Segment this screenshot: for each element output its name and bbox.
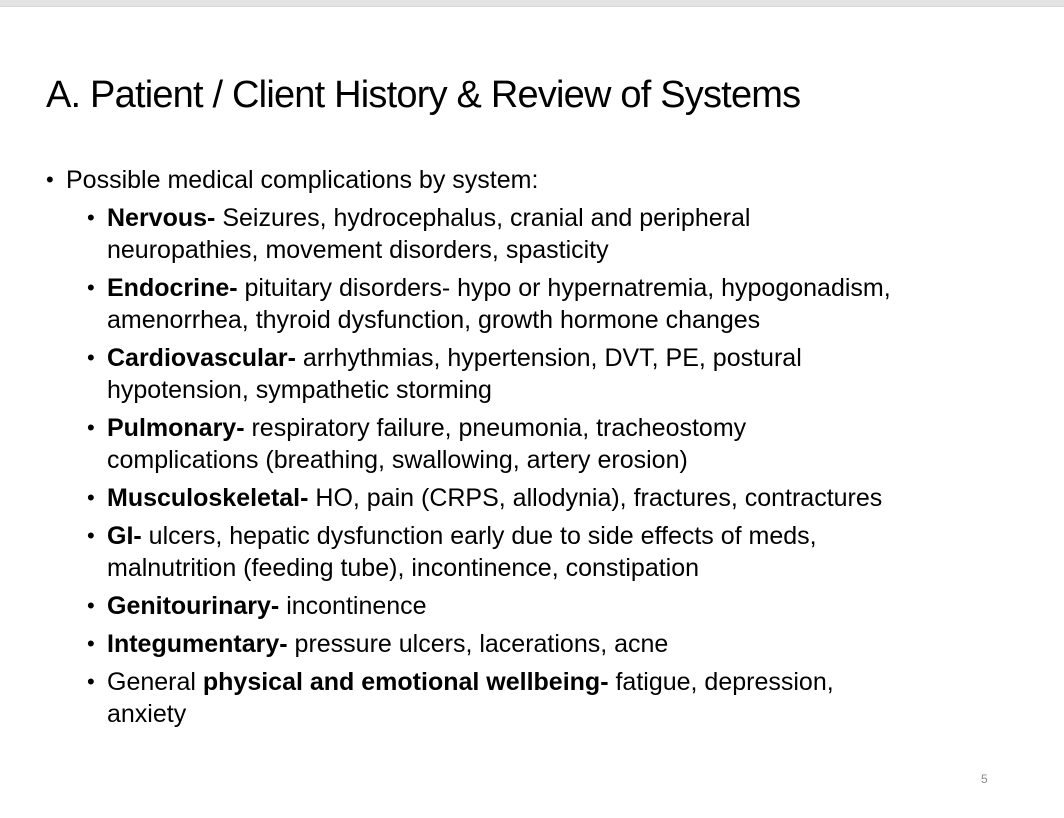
item-text: pituitary disorders- hypo or hypernatremia, hypogonadism, (237, 274, 891, 302)
intro-bullet (46, 164, 1036, 196)
item-text: Seizures, hydrocephalus, cranial and peripheral (215, 204, 751, 232)
bullet-icon: • (87, 275, 95, 300)
system-label: Pulmonary- (107, 414, 245, 442)
bullet-icon: • (87, 345, 95, 370)
window-top-edge (0, 0, 1064, 7)
item-text: fatigue, depression, (608, 668, 834, 696)
item-text: pressure ulcers, lacerations, acne (287, 630, 669, 658)
bullet-icon: • (87, 631, 95, 656)
list-item-musculoskeletal (46, 482, 1036, 514)
system-label: GI- (107, 522, 142, 550)
system-label: Musculoskeletal- (107, 484, 309, 512)
slide-title: A. Patient / Client History & Review of Systems (46, 74, 801, 116)
list-item-gi (46, 520, 1036, 552)
list-item-continuation (46, 374, 1036, 406)
item-text: hypotension, sympathetic storming (107, 376, 492, 404)
list-item-cardiovascular (46, 342, 1036, 374)
list-item-endocrine (46, 272, 1036, 304)
item-text: anxiety (107, 700, 187, 728)
bullet-icon: • (87, 669, 95, 694)
list-item-nervous (46, 202, 1036, 234)
intro-text: Possible medical complications by system: (66, 166, 539, 194)
system-label: Nervous- (107, 204, 216, 232)
bullet-icon: • (87, 415, 95, 440)
list-item-integumentary (46, 628, 1036, 660)
system-label: Integumentary- (107, 630, 288, 658)
list-item-continuation (46, 444, 1036, 476)
bullet-icon: • (87, 593, 95, 618)
item-prefix: General (107, 668, 203, 696)
item-text: arrhythmias, hypertension, DVT, PE, postural (295, 344, 802, 372)
list-item-continuation (46, 698, 1036, 730)
bullet-icon: • (46, 167, 54, 192)
list-item-general-wellbeing (46, 666, 1036, 698)
item-text: HO, pain (CRPS, allodynia), fractures, contractures (308, 484, 883, 512)
bullet-icon: • (87, 523, 95, 548)
bullet-icon: • (87, 205, 95, 230)
system-label: Endocrine- (107, 274, 238, 302)
slide-body (46, 164, 1036, 730)
list-item-continuation (46, 304, 1036, 336)
item-text: respiratory failure, pneumonia, tracheostomy (244, 414, 747, 442)
list-item-continuation (46, 234, 1036, 266)
system-label: physical and emotional wellbeing- (202, 668, 609, 696)
item-text: amenorrhea, thyroid dysfunction, growth hormone changes (107, 306, 761, 334)
system-label: Genitourinary- (107, 592, 280, 620)
bullet-icon: • (87, 485, 95, 510)
list-item-pulmonary (46, 412, 1036, 444)
list-item-continuation (46, 552, 1036, 584)
page-number: 5 (981, 772, 988, 786)
list-item-genitourinary (46, 590, 1036, 622)
item-text: neuropathies, movement disorders, spasticity (107, 236, 609, 264)
system-label: Cardiovascular- (107, 344, 296, 372)
item-text: incontinence (279, 592, 427, 620)
item-text: complications (breathing, swallowing, artery erosion) (107, 446, 688, 474)
item-text: malnutrition (feeding tube), incontinence, constipation (107, 554, 700, 582)
item-text: ulcers, hepatic dysfunction early due to side effects of meds, (141, 522, 817, 550)
